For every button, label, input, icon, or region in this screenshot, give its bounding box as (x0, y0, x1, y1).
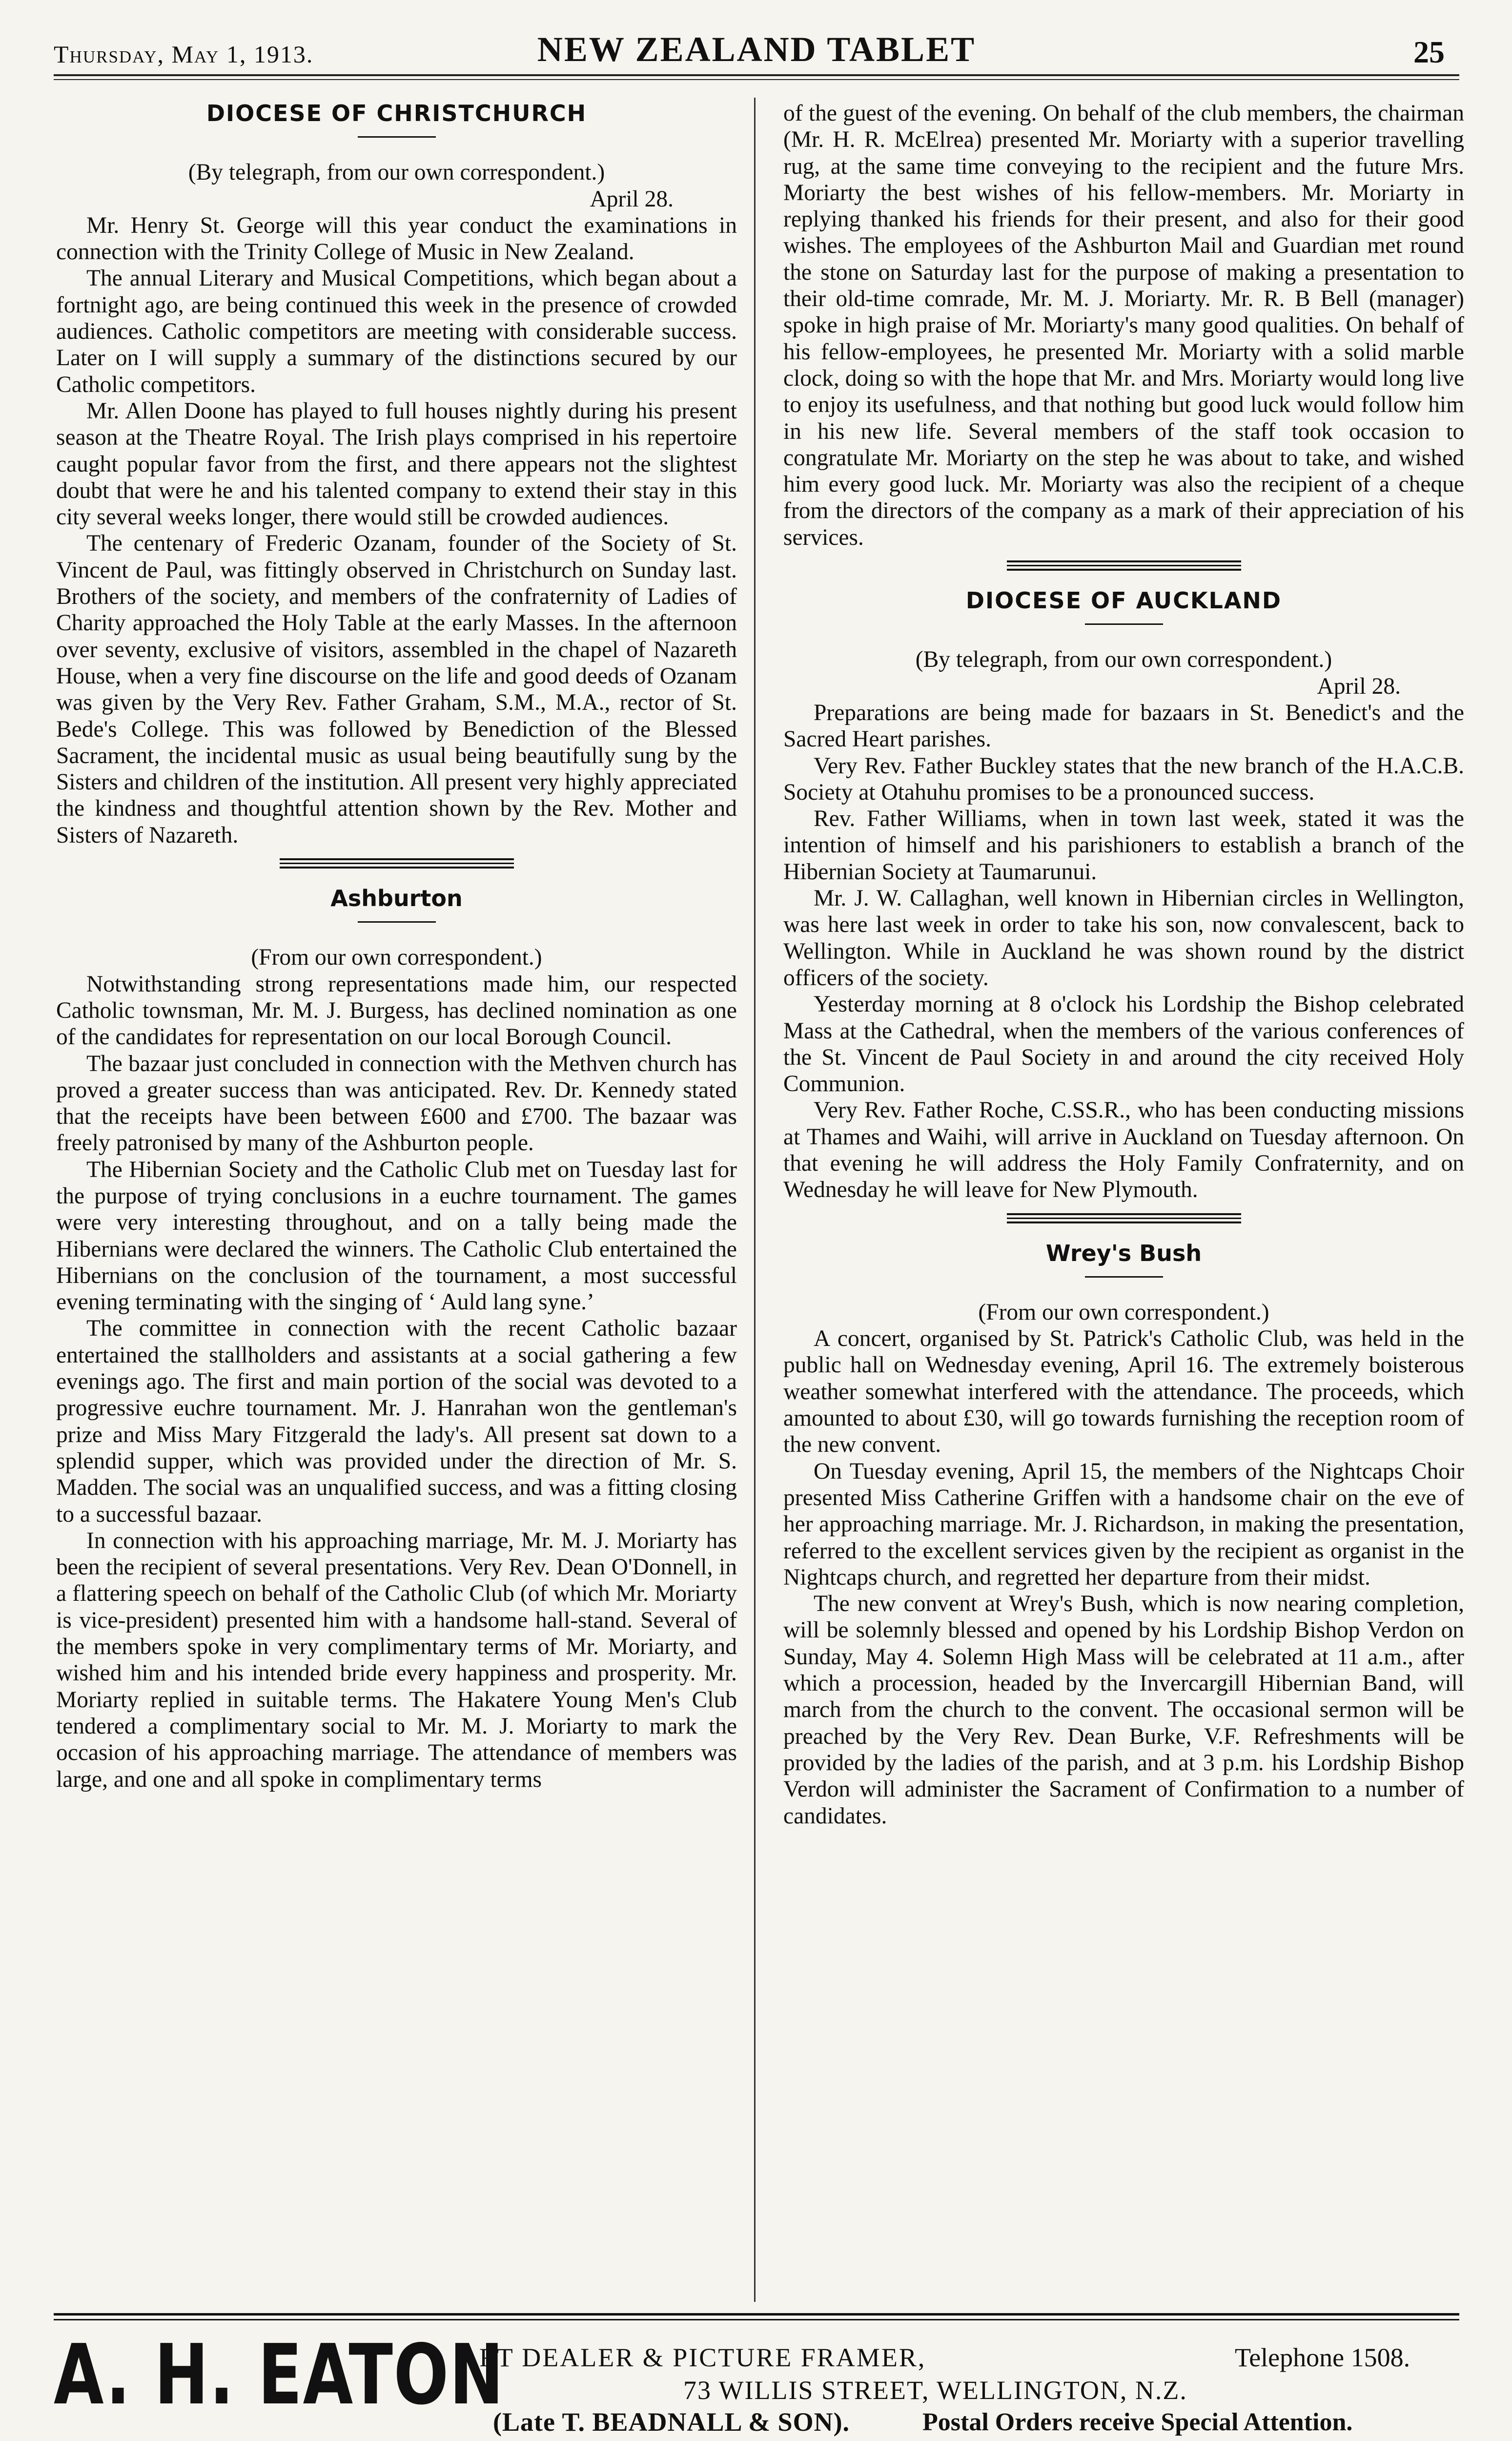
wreys-bush-paragraph: The new convent at Wrey's Bush, which is now nearing completion, will be solemnly blessed and opened by his Lordship Bishop Verdon on Sunday, May 4. Solemn High Mass will be celebrated at 11 a.m., after which a procession, headed by the Invercargill Hibernian Band, will march from the church to the convent. The occasional sermon will be preached by the Very Rev. Dean Burke, V.F. Refreshments will be provided by the ladies of the parish, and at 3 p.m. his Lordship Bishop Verdon will administer the Sacrament of Confirmation to a number of candidates. (783, 1591, 1464, 1829)
ashburton-paragraph: The bazaar just concluded in connection with the Methven church has proved a greater success than was anticipated. Rev. Dr. Kennedy stated that the receipts have been between £600 and £700. The bazaar was freely patronised by many of the Ashburton people. (56, 1051, 737, 1156)
advert-brand: A. H. EATON (54, 2327, 505, 2423)
auckland-byline: (By telegraph, from our own correspondent.) (915, 647, 1332, 673)
advert-address: 73 WILLIS STREET, WELLINGTON, N.Z. (683, 2376, 1187, 2405)
ashburton-continued: of the guest of the evening. On behalf of the club members, the chairman (Mr. H. R. McElrea) presented Mr. Moriarty with a superior travelling rug, at the same time conveying to the recipient and the future Mrs. Moriarty the best wishes of his fellow-members. Mr. Moriarty in replying thanked his friends for their present, and also for their good wishes. The employees of the Ashburton Mail and Guardian met round the stone on Saturday last for the purpose of making a presentation to their old-time comrade, Mr. M. J. Moriarty. Mr. R. B Bell (manager) spoke in high praise of Mr. Moriarty's many good qualities. On behalf of his fellow-employees, he presented Mr. Moriarty with a solid marble clock, doing so with the hope that Mr. and Mrs. Moriarty would long live to enjoy its usefulness, and that nothing but good luck would follow him in his new life. Several members of the staff took occasion to congratulate Mr. Moriarty on the step he was about to take, and wished him every good luck. Mr. Moriarty was also the recipient of a cheque from the directors of the company as a mark of their appreciation of his services. (783, 101, 1464, 550)
auckland-paragraph: Preparations are being made for bazaars in St. Benedict's and the Sacred Heart parishes. (783, 700, 1464, 752)
auckland-paragraph: Yesterday morning at 8 o'clock his Lordship the Bishop celebrated Mass at the Cathedral, when the members of the various conferences of the St. Vincent de Paul Society in and around the city received Holy Communion. (783, 992, 1464, 1097)
wreys-bush-paragraph: On Tuesday evening, April 15, the members of the Nightcaps Choir presented Miss Catherine Griffen with a handsome chair on the eve of her approaching marriage. Mr. J. Richardson, in making the presentation, referred to the excellent services given by the recipient as organist in the Nightcaps church, and regretted her departure from their midst. (783, 1458, 1464, 1590)
section-divider (1007, 1213, 1241, 1223)
christchurch-paragraph: Mr. Henry St. George will this year conduct the examinations in connection with the Trinity College of Music in New Zealand. (56, 212, 737, 265)
advert-former-name: (Late T. BEADNALL & SON). (493, 2407, 850, 2437)
column-divider (754, 98, 756, 2302)
christchurch-paragraph: The annual Literary and Musical Competitions, which began about a fortnight ago, are being continued this week in the presence of crowded audiences. Catholic competitors are meeting with considerable success. Later on I will supply a summary of the distinctions secured by our Catholic competitors. (56, 266, 737, 397)
christchurch-paragraph: The centenary of Frederic Ozanam, founder of the Society of St. Vincent de Paul, was fittingly observed in Christchurch on Sunday last. Brothers of the society, and members of the confraternity of Ladies of Charity approached the Holy Table at the early Masses. In the afternoon over seventy, exclusive of visitors, assembled in the chapel of Nazareth House, when a very fine discourse on the life and good deeds of Ozanam was given by the Very Rev. Father Graham, S.M., M.A., rector of St. Bede's College. This was followed by Benediction of the Blessed Sacrament, the incidental music as usual being beautifully sung by the Sisters and children of the institution. All present very highly appreciated the kindness and thoughtful attention shown by the Rev. Mother and Sisters of Nazareth. (56, 531, 737, 848)
auckland-paragraph: Rev. Father Williams, when in town last week, stated it was the intention of himself and his parishioners to establish a branch of the Hibernian Society at Taumarunui. (783, 806, 1464, 885)
header-rule (54, 74, 1459, 76)
auckland-paragraph: Very Rev. Father Roche, C.SS.R., who has been conducting missions at Thames and Waihi, will arrive in Auckland on Tuesday afternoon. On that evening he will address the Holy Family Confraternity, and on Wednesday he will leave for New Plymouth. (783, 1097, 1464, 1203)
ashburton-byline: (From our own correspondent.) (251, 945, 542, 971)
page-number: 25 (1413, 35, 1445, 69)
advert-postal-note: Postal Orders receive Special Attention. (922, 2408, 1353, 2436)
page-header (54, 29, 1459, 73)
heading-rule (1085, 623, 1163, 625)
heading-rule (358, 136, 436, 138)
ashburton-paragraph: Notwithstanding strong representations made him, our respected Catholic townsman, Mr. M. J. Burgess, has declined nomination as one of the candidates for representation on our local Borough Council. (56, 971, 737, 1050)
section-divider (280, 858, 514, 869)
ashburton-heading: Ashburton (330, 885, 463, 912)
newspaper-title: NEW ZEALAND TABLET (537, 30, 976, 69)
christchurch-paragraph: Mr. Allen Doone has played to full houses nightly during his present season at the Theatre Royal. The Irish plays comprised in his repertoire caught popular favor from the first, and there appears not the slightest doubt that were he and his talented company to extend their stay in this city several weeks longer, there would still be crowded audiences. (56, 398, 737, 530)
header-rule-thin (54, 79, 1459, 80)
issue-date: Thursday, May 1, 1913. (54, 41, 314, 68)
christchurch-heading: DIOCESE OF CHRISTCHURCH (206, 100, 587, 126)
auckland-paragraph: Very Rev. Father Buckley states that the new branch of the H.A.C.B. Society at Otahuhu promises to be a pronounced success. (783, 753, 1464, 805)
ashburton-paragraph: The committee in connection with the recent Catholic bazaar entertained the stallholders and assistants at a social gathering a few evenings ago. The first and main portion of the social was devoted to a progressive euchre tournament. Mr. J. Hanrahan won the gentleman's prize and Miss Mary Fitzgerald the lady's. All present sat down to a splendid supper, which was provided under the direction of Mr. S. Madden. The social was an unqualified success, and was a fitting closing to a successful bazaar. (56, 1316, 737, 1527)
advert-telephone: Telephone 1508. (1235, 2343, 1410, 2372)
advert-rule (54, 2313, 1459, 2316)
wreys-bush-heading: Wrey's Bush (1045, 1240, 1202, 1266)
heading-rule (358, 921, 436, 923)
section-divider (1007, 560, 1241, 571)
ashburton-paragraph: The Hibernian Society and the Catholic Club met on Tuesday last for the purpose of trying conclusions in a euchre tournament. The games were very interesting throughout, and on a tally being made the Hibernians were declared the winners. The Catholic Club entertained the Hibernians on the conclusion of the tournament, a most successful evening terminating with the singing of ‘ Auld lang syne.’ (56, 1157, 737, 1315)
heading-rule (1085, 1276, 1163, 1278)
advert-rule-thin (54, 2319, 1459, 2320)
auckland-date: April 28. (1317, 673, 1401, 699)
wreys-bush-byline: (From our own correspondent.) (978, 1299, 1269, 1325)
christchurch-date: April 28. (590, 186, 674, 212)
right-column (783, 100, 1464, 1829)
wreys-bush-paragraph: A concert, organised by St. Patrick's Catholic Club, was held in the public hall on Wednesday evening, April 16. The extremely boisterous weather somewhat interfered with the attendance. The proceeds, which amounted to about £30, will go towards furnishing the reception room of the new convent. (783, 1326, 1464, 1458)
left-column (56, 100, 737, 1793)
ashburton-paragraph: In connection with his approaching marriage, Mr. M. J. Moriarty has been the recipient of several presentations. Very Rev. Dean O'Donnell, in a flattering speech on behalf of the Catholic Club (of which Mr. Moriarty is vice-president) presented him with a handsome hall-stand. Several of the members spoke in very complimentary terms of Mr. Moriarty, and wished him and his intended bride every happiness and prosperity. Mr. Moriarty replied in suitable terms. The Hakatere Young Men's Club tendered a complimentary social to Mr. M. J. Moriarty to mark the occasion of his approaching marriage. The attendance of members was large, and one and all spoke in complimentary terms (56, 1528, 737, 1792)
auckland-heading: DIOCESE OF AUCKLAND (965, 587, 1282, 614)
advert-trade: ART DEALER & PICTURE FRAMER, (459, 2343, 926, 2372)
auckland-paragraph: Mr. J. W. Callaghan, well known in Hibernian circles in Wellington, was here last week in order to take his son, now convalescent, back to Wellington. While in Auckland he was shown round by the district officers of the society. (783, 886, 1464, 991)
advertisement (54, 2329, 1459, 2441)
christchurch-byline: (By telegraph, from our own correspondent.) (188, 160, 605, 186)
